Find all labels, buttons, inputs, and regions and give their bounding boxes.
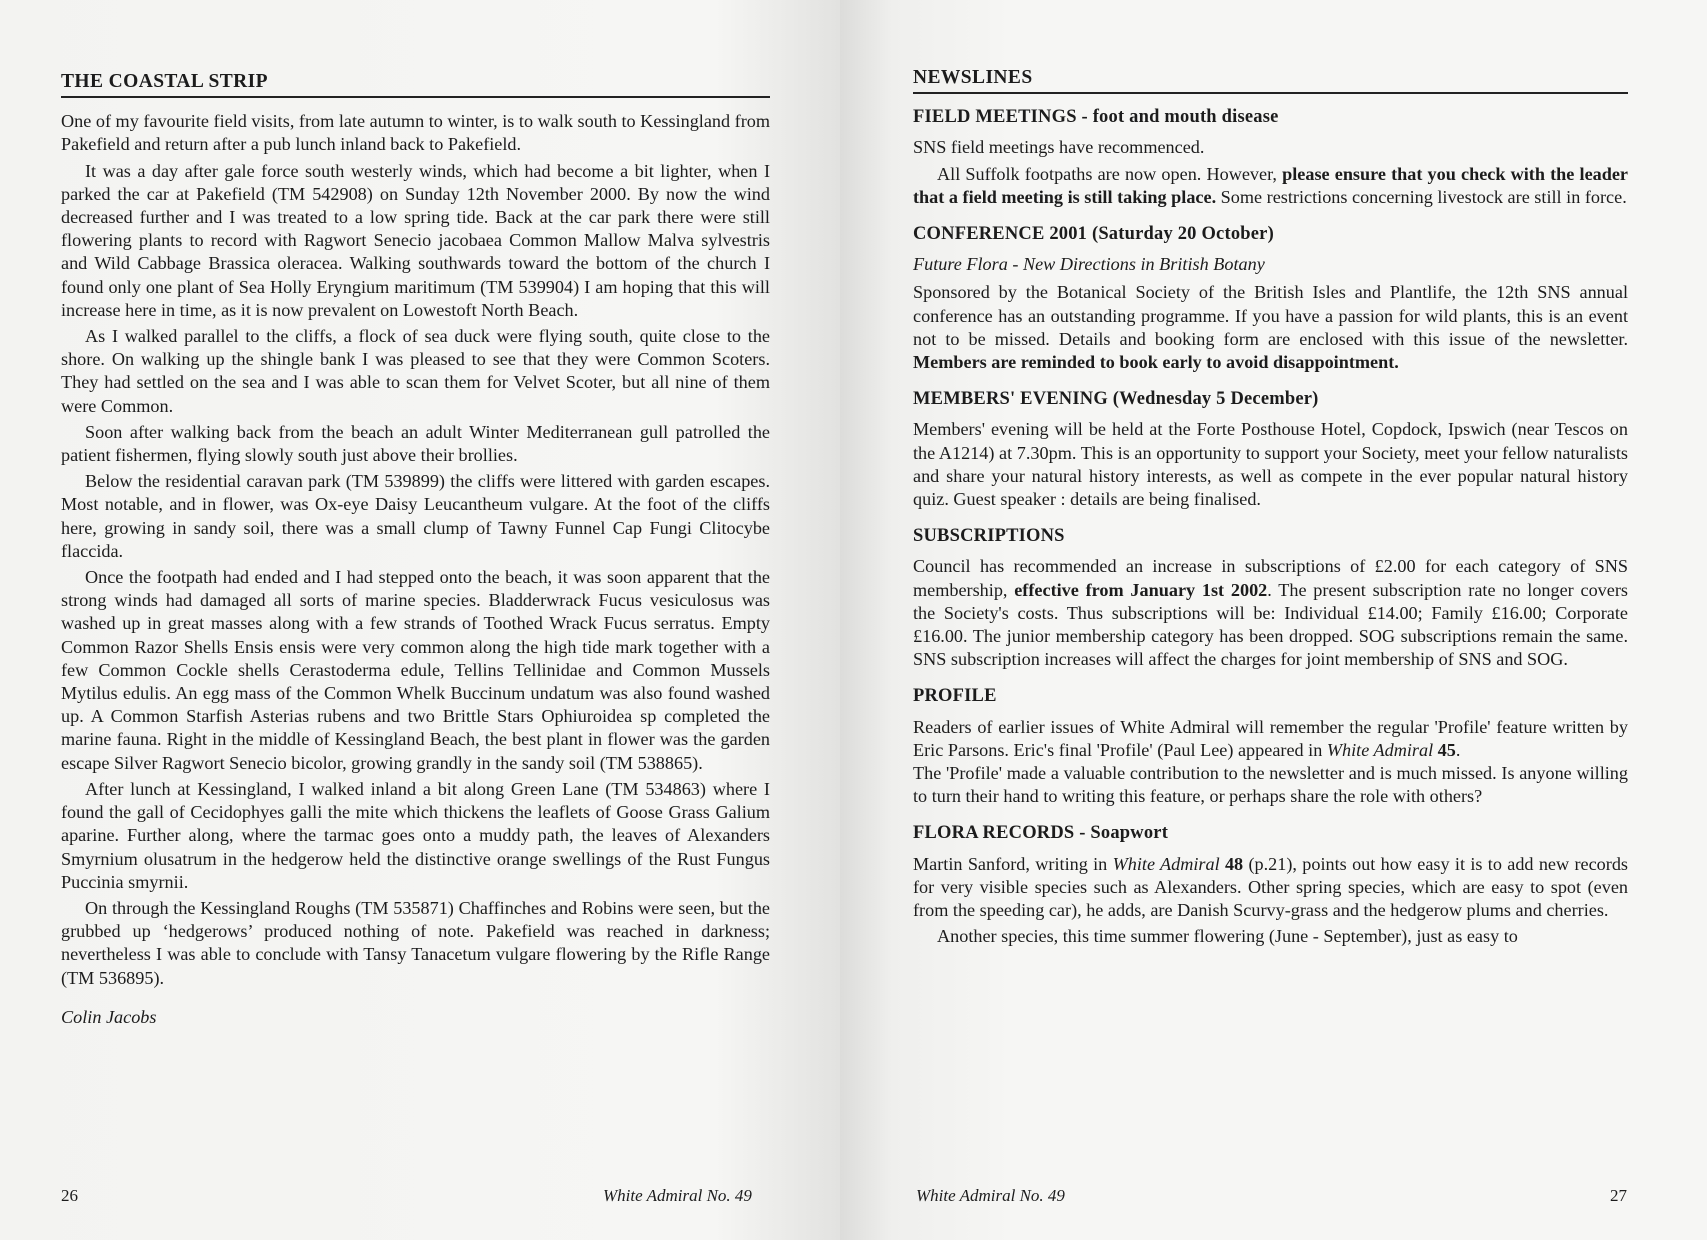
field-meetings-p1: SNS field meetings have recommenced. bbox=[913, 137, 1205, 158]
page-number-right: 27 bbox=[1610, 1186, 1627, 1205]
subscriptions-text: Council has recommended an increase in subscriptions of £2.00 for each category of SNS membership, bbox=[913, 556, 1628, 600]
heading-subscriptions: SUBSCRIPTIONS bbox=[913, 526, 1065, 547]
paragraph-intro: One of my favourite field visits, from late autumn to winter, is to walk south to Kessingland from Pakefield and return after a pub lunch inland back to Pakefield. bbox=[61, 111, 770, 155]
field-meetings-text: All Suffolk footpaths are now open. However, bbox=[937, 163, 1283, 184]
heading-conference: CONFERENCE 2001 (Saturday 20 October) bbox=[913, 224, 1274, 245]
flora-records-publication: White Admiral bbox=[1112, 853, 1220, 874]
paragraph-gull: Soon after walking back from the beach an adult Winter Mediterranean gull patrolled the patient fishermen, flying slowly south just above their brollies. bbox=[61, 421, 770, 466]
subscriptions-text-end: . The present subscription rate no longer covers the Society's costs. Thus subscriptions will be: Individual £14.00; Family £16.00; Corporate £16.00. The junior membership category has been dropped. SOG subscriptions remain the same. SNS subscription increases will affect the charges for joint membership of SNS and SOG. bbox=[913, 579, 1628, 670]
paragraph-sea-duck: As I walked parallel to the cliffs, a flock of sea duck were flying south, quite close to the shore. On walking up the shingle bank I was pleased to see that they were Common Scoters. They had settled on the sea and I was able to scan them for Velvet Scoter, but all nine of them were Common. bbox=[61, 326, 770, 416]
paragraph-caravan-park: Below the residential caravan park (TM 539899) the cliffs were littered with garden escapes. Most notable, and in flower, was Ox-eye Daisy Leucantheum vulgare. At the foot of the cliffs here, growing in sandy soil, there was a small clump of Tawny Funnel Cap Fungi Clitocybe flaccida. bbox=[61, 471, 770, 561]
profile-p1 bbox=[913, 716, 1628, 762]
field-meetings-text-end: Some restrictions concerning livestock are still in force. bbox=[1216, 186, 1627, 207]
conference-reminder: Members are reminded to book early to avoid disappointment. bbox=[913, 352, 1399, 373]
section-title-newslines: NEWSLINES bbox=[913, 66, 1628, 94]
page-number-left: 26 bbox=[61, 1186, 78, 1205]
conference-text: Sponsored by the Botanical Society of the British Isles and Plantlife, the 12th SNS annual conference has an outstanding programme. If you have a passion for wild plants, this is an event not to be missed. Details and booking form are enclosed with this issue of the newsletter. bbox=[913, 282, 1628, 349]
flora-records-issue-number: 48 bbox=[1219, 853, 1244, 874]
heading-members-evening: MEMBERS' EVENING (Wednesday 5 December) bbox=[913, 389, 1319, 410]
conference-subtitle: Future Flora - New Directions in British Botany bbox=[913, 254, 1265, 275]
heading-field-meetings: FIELD MEETINGS - foot and mouth disease bbox=[913, 107, 1279, 128]
left-column bbox=[61, 70, 770, 1029]
paragraph-marine-species: Once the footpath had ended and I had stepped onto the beach, it was soon apparent that the strong winds had damaged all sorts of marine species. Bladderwrack Fucus vesiculosus was washed up in great masses along with a few strands of Toothed Wrack Fucus serratus. Empty Common Razor Shells Ensis ensis were very common along the high tide mark together with a few Common Cockle shells Cerastoderma edule, Tellins Tellinidae and Common Mussels Mytilus edulis. An egg mass of the Common Whelk Buccinum undatum was also found washed up. A Common Starfish Asterias rubens and two Brittle Stars Ophiuroidea sp completed the marine fauna. Right in the middle of Kessingland Beach, the best plant in flower was the garden escape Silver Ragwort Senecio bicolor, growing grandly in the sandy soil (TM 538865). bbox=[61, 567, 770, 773]
field-meetings-p2 bbox=[913, 163, 1628, 209]
paragraph-green-lane: After lunch at Kessingland, I walked inland a bit along Green Lane (TM 534863) where I found the gall of Cecidophyes galli the mite which thickens the leaflets of Goose Grass Galium aparine. Further along, where the tarmac goes onto a muddy path, the leaves of Alexanders Smyrnium olusatrum in the hedgerow held the distinctive orange swellings of the Rust Fungus Puccinia smyrnii. bbox=[61, 778, 770, 892]
profile-text: Readers of earlier issues of White Admiral will remember the regular 'Profile' feature written by Eric Parsons. Eric's final 'Profile' (Paul Lee) appeared in bbox=[913, 716, 1628, 760]
subscriptions-p1 bbox=[913, 555, 1628, 671]
flora-records-text: Martin Sanford, writing in bbox=[913, 853, 1113, 874]
members-evening-p1: Members' evening will be held at the Forte Posthouse Hotel, Copdock, Ipswich (near Tescos on the A1214) at 7.30pm. This is an opportunity to support your Society, meet your fellow naturalists and share your natural history interests, as well as compete in the ever popular natural history quiz. Guest speaker : details are being finalised. bbox=[913, 419, 1628, 510]
article-author: Colin Jacobs bbox=[61, 1006, 157, 1027]
heading-flora-records: FLORA RECORDS - Soapwort bbox=[913, 823, 1169, 844]
conference-p1 bbox=[913, 281, 1628, 374]
right-page bbox=[840, 0, 1707, 1240]
paragraph-pakefield: It was a day after gale force south westerly winds, which had become a bit lighter, when I parked the car at Pakefield (TM 542908) on Sunday 12th November 2000. By now the wind decreased further and I was treated to a low spring tide. Back at the car park there were still flowering plants to record with Ragwort Senecio jacobaea Common Mallow Malva sylvestris and Wild Cabbage Brassica oleracea. Walking southwards toward the bottom of the church I found only one plant of Sea Holly Eryngium maritimum (TM 539904) I am hoping that this will increase here in time, as it is now prevalent on Lowestoft North Beach. bbox=[61, 160, 770, 320]
footer-right: White Admiral No. 49 bbox=[916, 1186, 1065, 1205]
subscriptions-effective-date: effective from January 1st 2002 bbox=[1014, 579, 1268, 600]
field-meetings-notice: please ensure that you check with the leader that a field meeting is still taking place. bbox=[913, 163, 1628, 207]
profile-issue-number: 45 bbox=[1433, 739, 1456, 760]
left-page bbox=[0, 0, 840, 1240]
paragraph-roughs: On through the Kessingland Roughs (TM 535871) Chaffinches and Robins were seen, but the grubbed up ‘hedgerows’ produced nothing of note. Pakefield was reached in darkness; nevertheless I was able to conclude with Tansy Tanacetum vulgare flowering by the Rifle Range (TM 536895). bbox=[61, 897, 770, 988]
section-title-coastal-strip: THE COASTAL STRIP bbox=[61, 70, 770, 98]
flora-records-p1 bbox=[913, 853, 1628, 923]
heading-profile: PROFILE bbox=[913, 686, 997, 707]
footer-left: White Admiral No. 49 bbox=[603, 1186, 752, 1205]
profile-publication: White Admiral bbox=[1326, 739, 1434, 760]
flora-records-p2: Another species, this time summer flowering (June - September), just as easy to bbox=[937, 926, 1518, 947]
right-column bbox=[913, 66, 1628, 949]
profile-p2: The 'Profile' made a valuable contribution to the newsletter and is much missed. Is anyone willing to turn their hand to writing this feature, or perhaps share the role with others? bbox=[913, 763, 1628, 807]
profile-period: . bbox=[1455, 739, 1461, 760]
flora-records-text-end: (p.21), points out how easy it is to add new records for very visible species such as Alexanders. Other spring species, which are easy to spot (even from the speeding car), he adds, are Danish Scurvy-grass and the hedgerow plums and cherries. bbox=[913, 853, 1628, 921]
